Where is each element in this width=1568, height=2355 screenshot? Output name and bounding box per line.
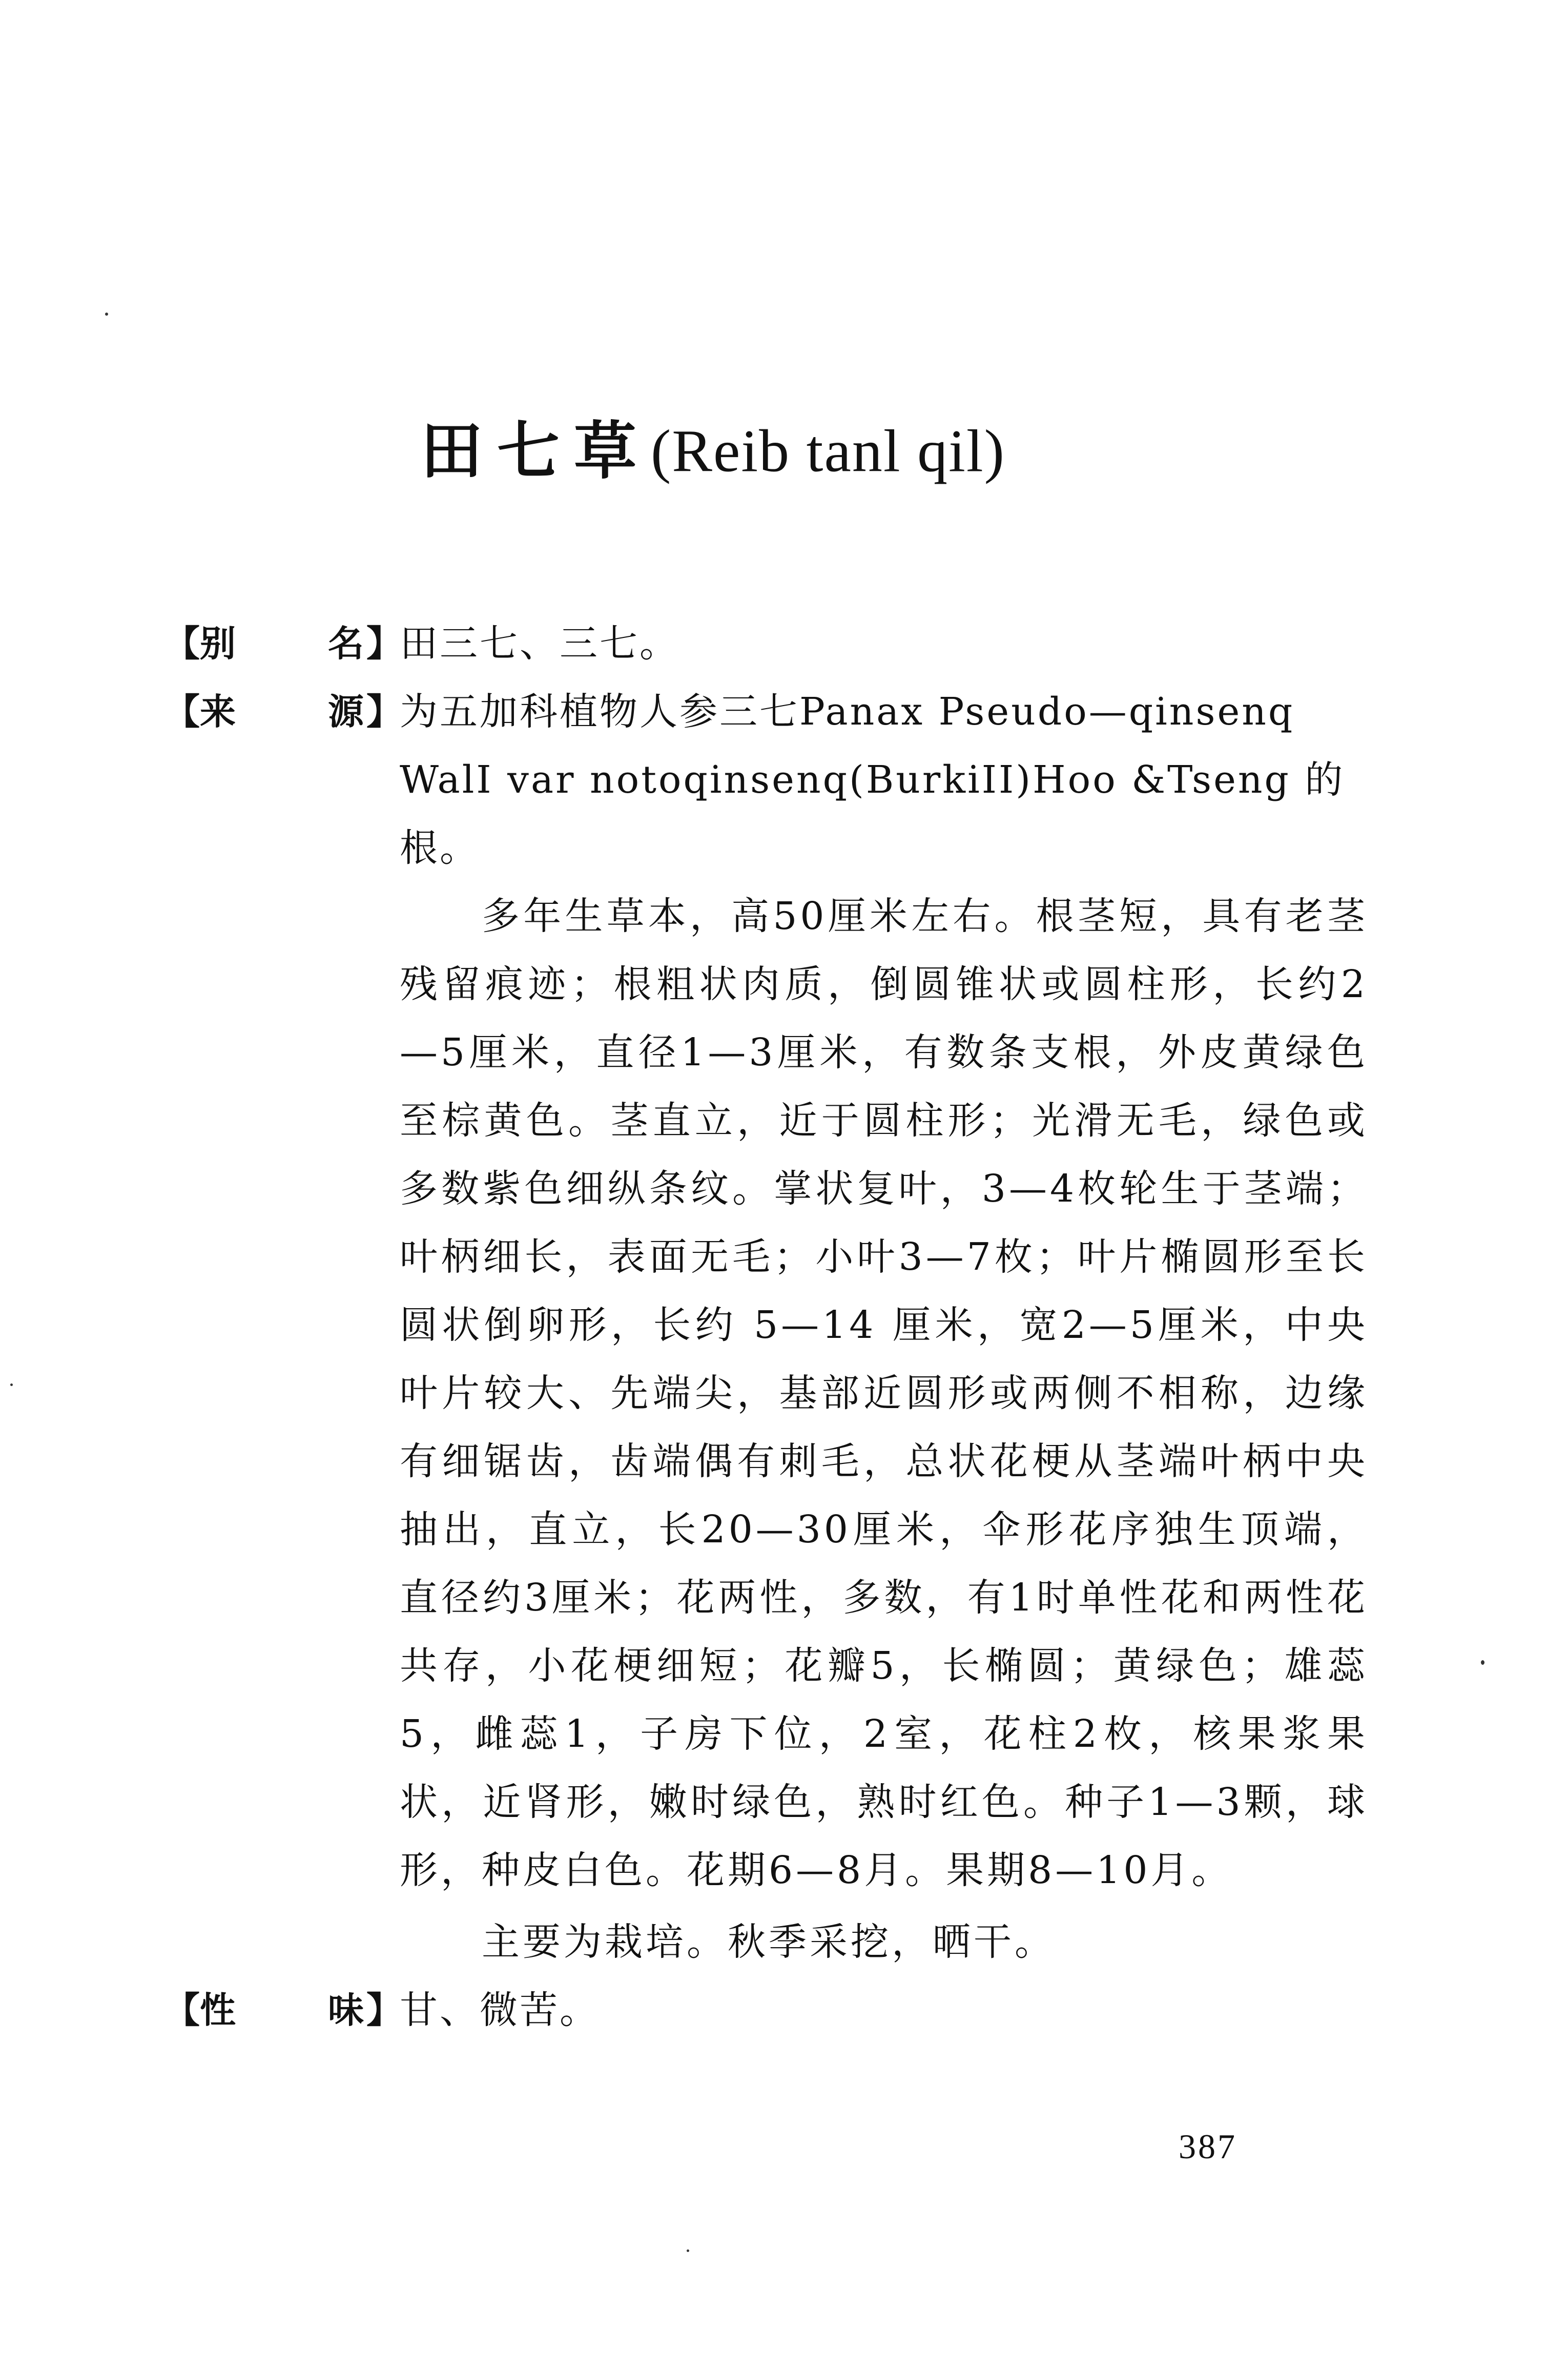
label-bracket-close: 】 xyxy=(366,623,402,665)
label-char-2: 源 xyxy=(328,691,364,733)
entry-source xyxy=(164,678,1389,882)
scan-speck xyxy=(1481,1660,1484,1665)
page-title xyxy=(420,405,1005,497)
label-bracket-open: 【 xyxy=(164,623,200,665)
label-bracket-close: 】 xyxy=(366,691,402,733)
scan-speck xyxy=(687,2249,689,2252)
label-bracket-close: 】 xyxy=(366,1989,402,2031)
page-number: 387 xyxy=(1179,2127,1237,2166)
label-char-1: 来 xyxy=(200,691,236,733)
title-chinese: 田七草 xyxy=(420,415,651,488)
label-char-2: 名 xyxy=(328,623,364,665)
label-char-1: 别 xyxy=(200,623,236,665)
label-bracket-open: 【 xyxy=(164,1989,200,2031)
description-paragraph: 多年生草本，高50厘米左右。根茎短，具有老茎残留痕迹；根粗状肉质，倒圆锥状或圆柱形，长约2—5厘米，直径1—3厘米，有数条支根，外皮黄绿色至棕黄色。茎直立，近于圆柱形；光滑无毛，绿色或多数紫色细纵条纹。掌状复叶，3—4枚轮生于茎端；叶柄细长，表面无毛；小叶3—7枚；叶片椭圆形至长圆状倒卵形，长约 5—14 厘米，宽2—5厘米，中央叶片较大、先端尖，基部近圆形或两侧不相称，边缘有细锯齿，齿端偶有刺毛，总状花梗从茎端叶柄中央抽出，直立，长20—30厘米，伞形花序独生顶端，直径约3厘米；花两性，多数，有1时单性花和两性花共存，小花梗细短；花瓣5，长椭圆；黄绿色；雄蕊5，雌蕊1，子房下位，2室，花柱2枚，核果浆果状，近肾形，嫩时绿色，熟时红色。种子1—3颗，球形，种皮白色。花期6—8月。果期8—10月。 xyxy=(400,894,1368,1892)
label-bracket-open: 【 xyxy=(164,691,200,733)
title-pinyin: (Reib tanl qil) xyxy=(651,417,1005,485)
entry-text-source: 为五加科植物人参三七Panax Pseudo—qinsenq WalI var notoqinsenq(BurkiII)Hoo &Tseng 的根。 xyxy=(400,690,1345,870)
entry-text-taste: 甘、微苦。 xyxy=(400,1988,600,2032)
label-char-1: 性 xyxy=(200,1989,236,2031)
harvest-paragraph: 主要为栽培。秋季采挖，晒干。 xyxy=(482,1920,1056,1964)
label-char-2: 味 xyxy=(328,1989,364,2031)
scan-speck xyxy=(105,313,108,316)
entry-alias xyxy=(164,610,1409,678)
entry-taste xyxy=(164,1976,1409,2044)
entry-text-alias: 田三七、三七。 xyxy=(400,622,679,666)
scan-speck xyxy=(10,1383,13,1386)
